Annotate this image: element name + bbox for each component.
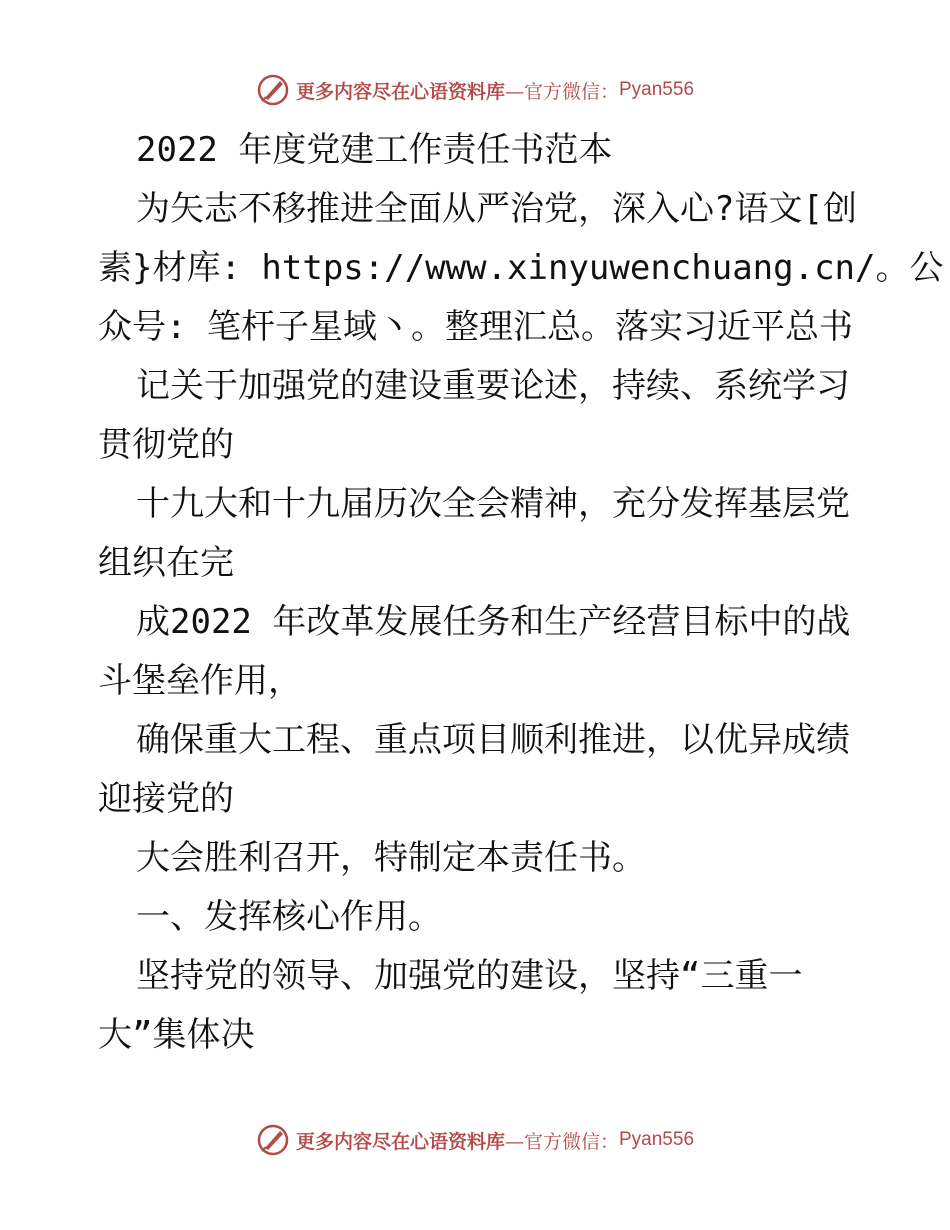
footer-watermark-banner	[0, 1120, 950, 1160]
paragraph-line: 大会胜利召开，特制定本责任书。	[136, 838, 646, 878]
document-title: 2022 年度党建工作责任书范本	[136, 130, 613, 170]
paragraph-line: 十九大和十九届历次全会精神，充分发挥基层党	[136, 484, 850, 524]
paragraph-line: 坚持党的领导、加强党的建设，坚持“三重一	[136, 956, 803, 996]
banner-text: 更多内容尽在心语资料库	[295, 80, 505, 103]
header-watermark-banner	[0, 70, 950, 110]
document-body	[98, 121, 944, 1065]
paragraph-line: 素}材库: https://www.xinyuwenchuang.cn/。公	[98, 248, 944, 288]
paragraph-line: 斗堡垒作用，	[98, 661, 302, 701]
banner-wechat-id: Pyan556	[619, 1129, 695, 1150]
paragraph-line: 记关于加强党的建设重要论述，持续、系统学习	[136, 366, 850, 406]
section-heading: 一、发挥核心作用。	[136, 897, 442, 937]
paragraph-line: 贯彻党的	[98, 425, 234, 465]
paragraph-line: 众号: 笔杆子星域丶。整理汇总。落实习近平总书	[98, 307, 853, 347]
paragraph-line: 确保重大工程、重点项目顺利推进，以优异成绩	[136, 720, 850, 760]
paragraph-line: 大”集体决	[98, 1015, 255, 1055]
banner-separator: —官方微信：	[504, 80, 619, 103]
banner-separator: —官方微信：	[504, 1130, 619, 1153]
paragraph-line: 迎接党的	[98, 779, 234, 819]
banner-wechat-id: Pyan556	[619, 79, 695, 100]
banner-text: 更多内容尽在心语资料库	[295, 1130, 505, 1153]
paragraph-line: 成2022 年改革发展任务和生产经营目标中的战	[136, 602, 851, 642]
paragraph-line: 组织在完	[98, 543, 234, 583]
paragraph-line: 为矢志不移推进全面从严治党，深入心?语文[创	[136, 189, 857, 229]
quill-pen-logo-icon	[256, 1123, 290, 1157]
quill-pen-logo-icon	[256, 73, 290, 107]
